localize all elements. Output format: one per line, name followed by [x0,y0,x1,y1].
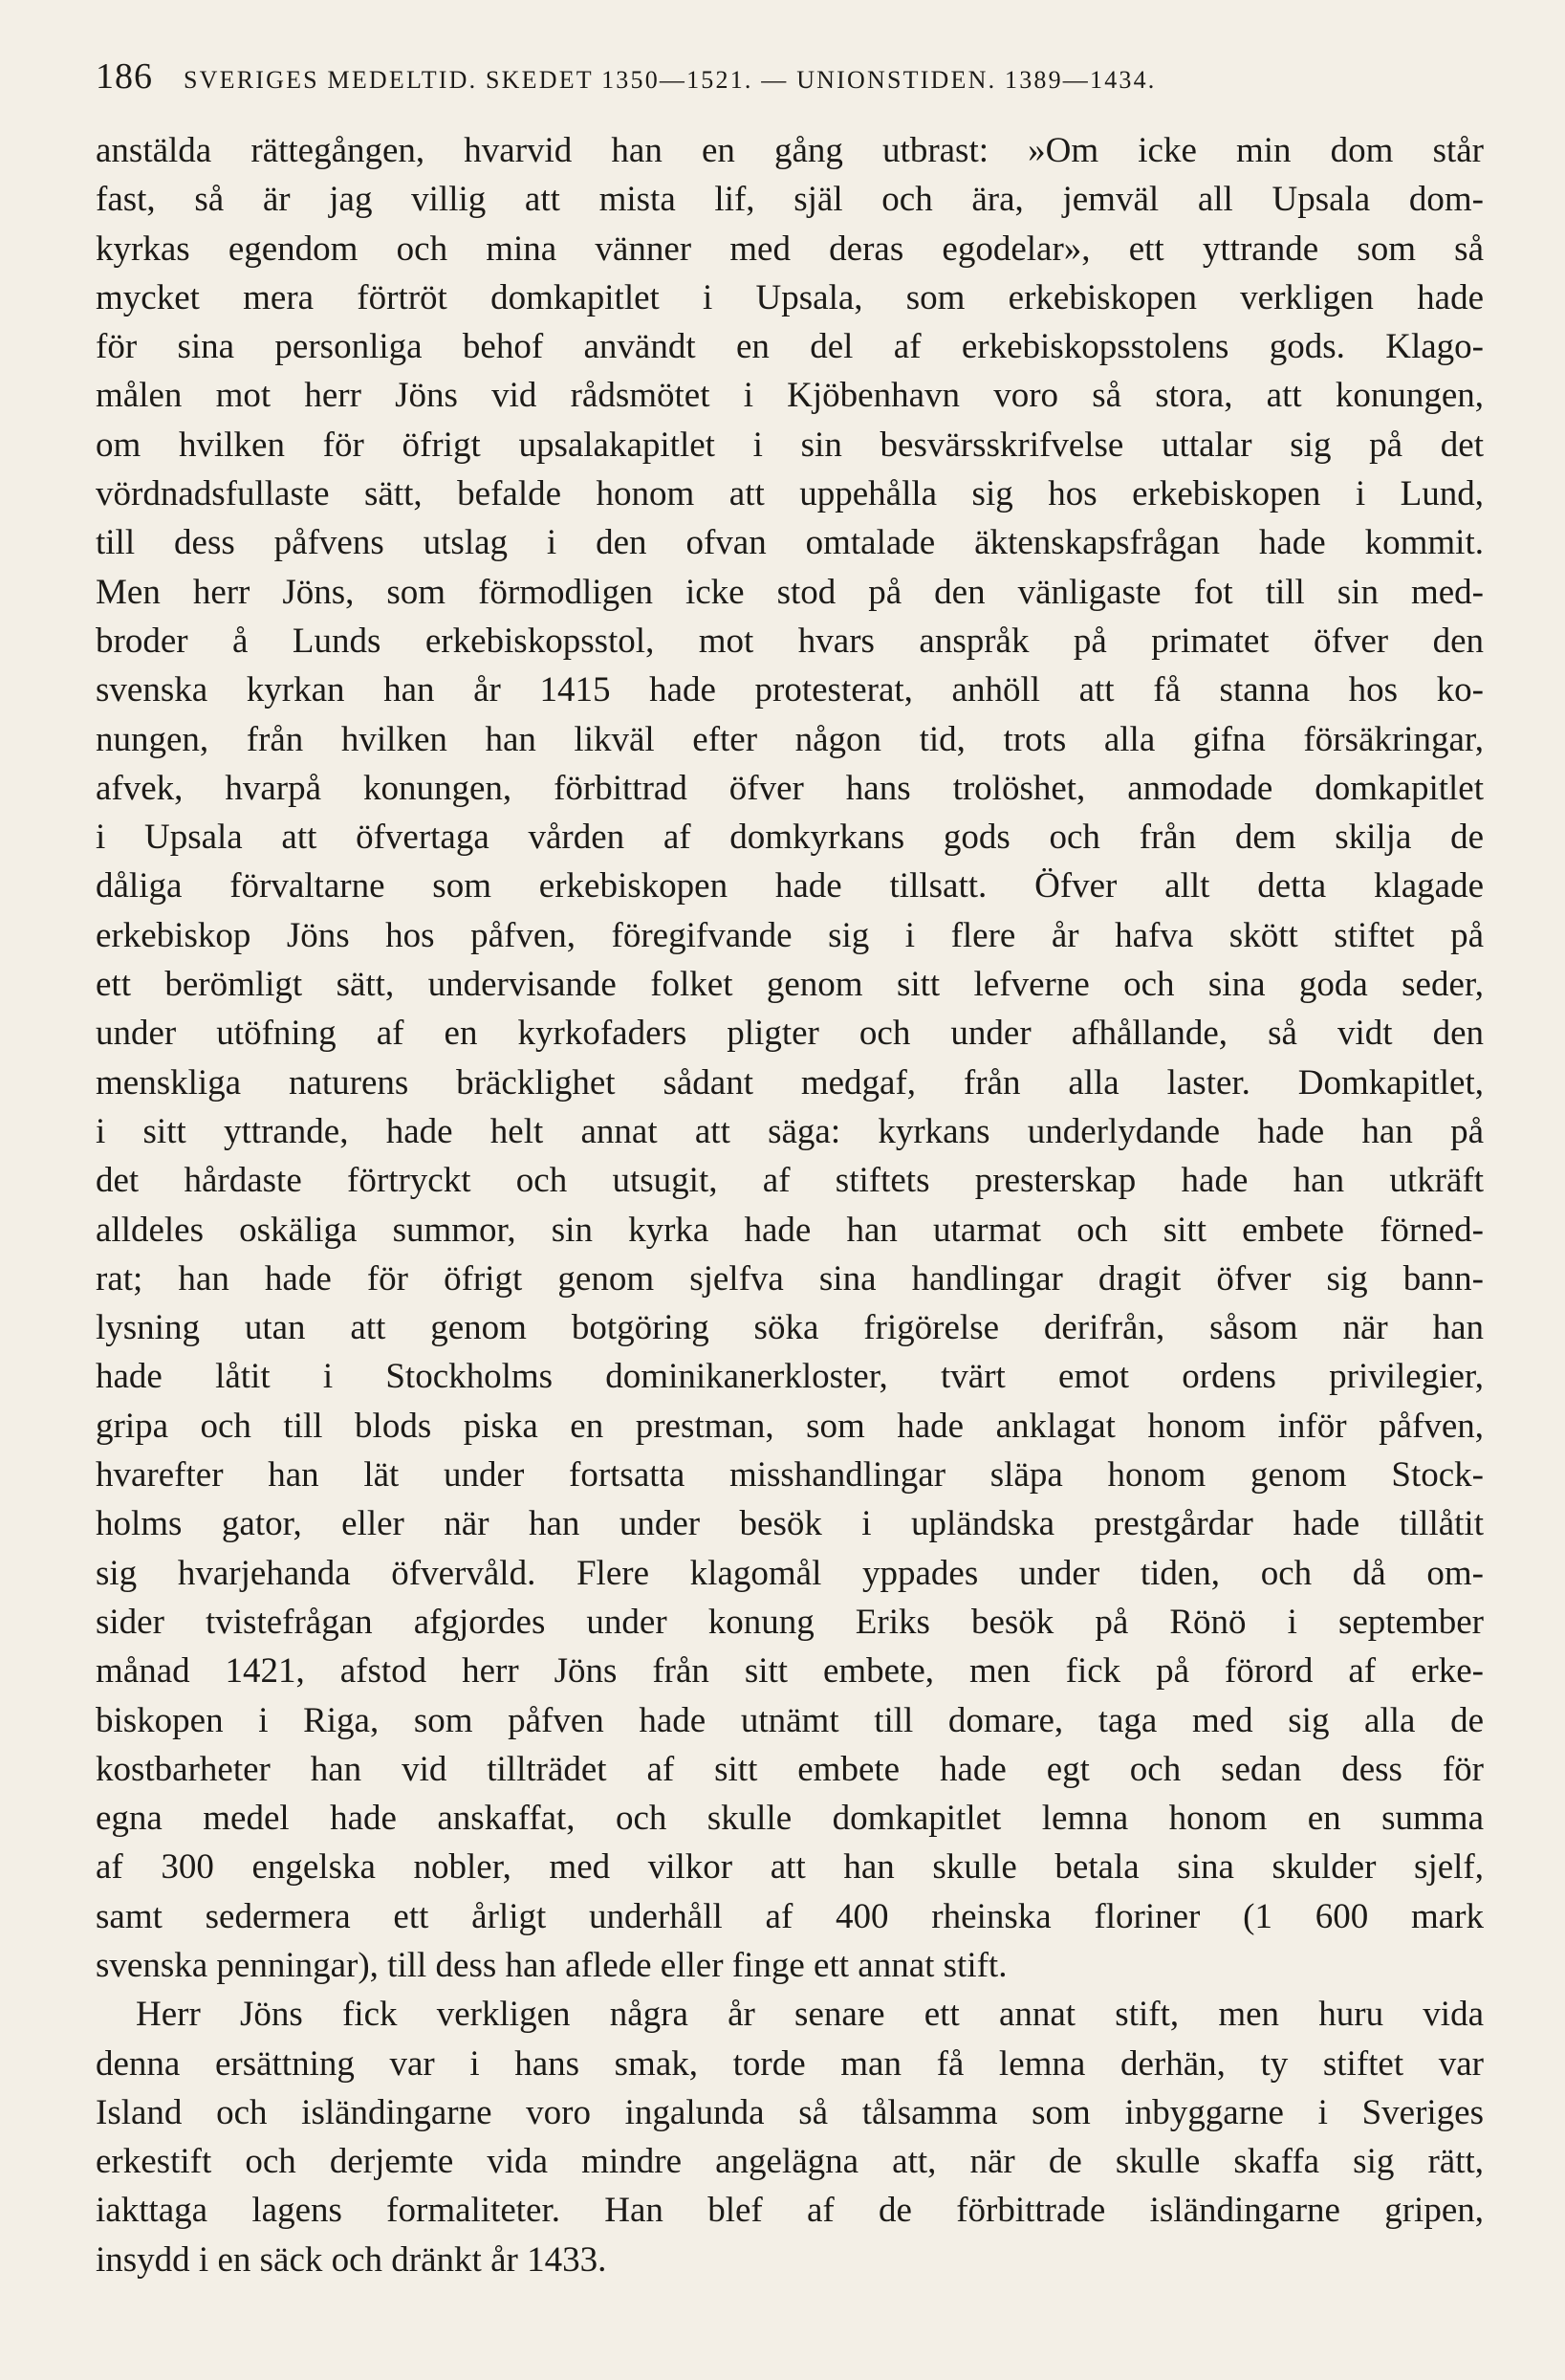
text-line: hvarefter han lät under fortsatta misshandlingar släpa honom genom Stock- [96,1455,1484,1496]
text-line: nungen, från hvilken han likväl efter någon tid, trots alla gifna försäkringar, [96,719,1484,759]
text-line: sig hvarjehanda öfvervåld. Flere klagomål yppades under tiden, och då om- [96,1553,1484,1593]
text-line: för sina personliga behof användt en del af erkebiskopsstolens gods. Klago- [96,327,1484,367]
text-line: samt sedermera ett årligt underhåll af 400 rheinska floriner (1 600 mark [96,1896,1484,1936]
text-line: Herr Jöns fick verkligen några år senare ett annat stift, men huru vida [136,1995,1484,2035]
text-line: mycket mera förtröt domkapitlet i Upsala, som erkebiskopen verkligen hade [96,277,1484,317]
text-line: fast, så är jag villig att mista lif, själ och ära, jemväl all Upsala dom- [96,180,1484,220]
paragraph [96,1990,1484,2284]
text-line: afvek, hvarpå konungen, förbittrad öfver hans trolöshet, anmodade domkapitlet [96,768,1484,808]
text-line: egna medel hade anskaffat, och skulle domkapitlet lemna honom en summa [96,1799,1484,1839]
text-line: af 300 engelska nobler, med vilkor att han skulle betala sina skulder sjelf, [96,1847,1484,1888]
text-line: denna ersättning var i hans smak, torde man få lemna derhän, ty stiftet var [96,2043,1484,2084]
text-line: svenska penningar), till dess han aflede eller finge ett annat stift. [96,1945,1008,1985]
text-line: till dess påfvens utslag i den ofvan omtalade äktenskapsfrågan hade kommit. [96,523,1484,563]
text-line: sider tvistefrågan afgjordes under konung Eriks besök på Rönö i september [96,1602,1484,1642]
text-line: under utöfning af en kyrkofaders pligter och under afhållande, så vidt den [96,1014,1484,1054]
text-line: Men herr Jöns, som förmodligen icke stod på den vänligaste fot till sin med- [96,572,1484,612]
body-text [96,126,1484,2284]
text-line: i sitt yttrande, hade helt annat att säga: kyrkans underlydande hade han på [96,1111,1484,1151]
text-line: anstälda rättegången, hvarvid han en gång utbrast: »Om icke min dom står [96,131,1484,170]
text-line: om hvilken för öfrigt upsalakapitlet i sin besvärsskrifvelse uttalar sig på det [96,425,1484,465]
paragraph [96,126,1484,1990]
text-line: kostbarheter han vid tillträdet af sitt embete hade egt och sedan dess för [96,1749,1484,1789]
text-line: alldeles oskäliga summor, sin kyrka hade han utarmat och sitt embete förned- [96,1210,1484,1250]
text-line: dåliga förvaltarne som erkebiskopen hade tillsatt. Öfver allt detta klagade [96,866,1484,906]
text-line: målen mot herr Jöns vid rådsmötet i Kjöbenhavn voro så stora, att konungen, [96,376,1484,416]
text-line: holms gator, eller när han under besök i upländska prestgårdar hade tillåtit [96,1504,1484,1544]
text-line: lysning utan att genom botgöring söka frigörelse derifrån, såsom när han [96,1308,1484,1348]
text-line: erkebiskop Jöns hos påfven, föregifvande sig i flere år hafva skött stiftet på [96,915,1484,955]
text-line: hade låtit i Stockholms dominikanerkloster, tvärt emot ordens privilegier, [96,1357,1484,1397]
text-line: i Upsala att öfvertaga vården af domkyrkans gods och från dem skilja de [96,818,1484,858]
text-line: rat; han hade för öfrigt genom sjelfva sina handlingar dragit öfver sig bann- [96,1258,1484,1299]
text-line: svenska kyrkan han år 1415 hade protesterat, anhöll att få stanna hos ko- [96,670,1484,710]
text-line: Island och isländingarne voro ingalunda så tålsamma som inbyggarne i Sveriges [96,2092,1484,2132]
text-line: det hårdaste förtryckt och utsugit, af stiftets presterskap hade han utkräft [96,1161,1484,1201]
text-line: kyrkas egendom och mina vänner med deras egodelar», ett yttrande som så [96,229,1484,269]
page-number: 186 [96,56,153,97]
text-line: broder å Lunds erkebiskopsstol, mot hvars anspråk på primatet öfver den [96,621,1484,661]
running-title: SVERIGES MEDELTID. SKEDET 1350—1521. — UNIONSTIDEN. 1389—1434. [184,66,1157,94]
text-line: erkestift och derjemte vida mindre angelägna att, när de skulle skaffa sig rätt, [96,2142,1484,2182]
text-line: månad 1421, afstod herr Jöns från sitt embete, men fick på förord af erke- [96,1651,1484,1692]
text-line: biskopen i Riga, som påfven hade utnämt till domare, taga med sig alla de [96,1700,1484,1740]
text-line: ett berömligt sätt, undervisande folket genom sitt lefverne och sina goda seder, [96,965,1484,1005]
text-line: vördnadsfullaste sätt, befalde honom att uppehålla sig hos erkebiskopen i Lund, [96,474,1484,514]
text-line: iakttaga lagens formaliteter. Han blef af de förbittrade isländingarne gripen, [96,2191,1484,2231]
running-head [96,55,1482,98]
text-line: menskliga naturens bräcklighet sådant medgaf, från alla laster. Domkapitlet, [96,1062,1484,1103]
text-line: gripa och till blods piska en prestman, som hade anklagat honom inför påfven, [96,1406,1484,1446]
text-line: insydd i en säck och dränkt år 1433. [96,2239,607,2280]
